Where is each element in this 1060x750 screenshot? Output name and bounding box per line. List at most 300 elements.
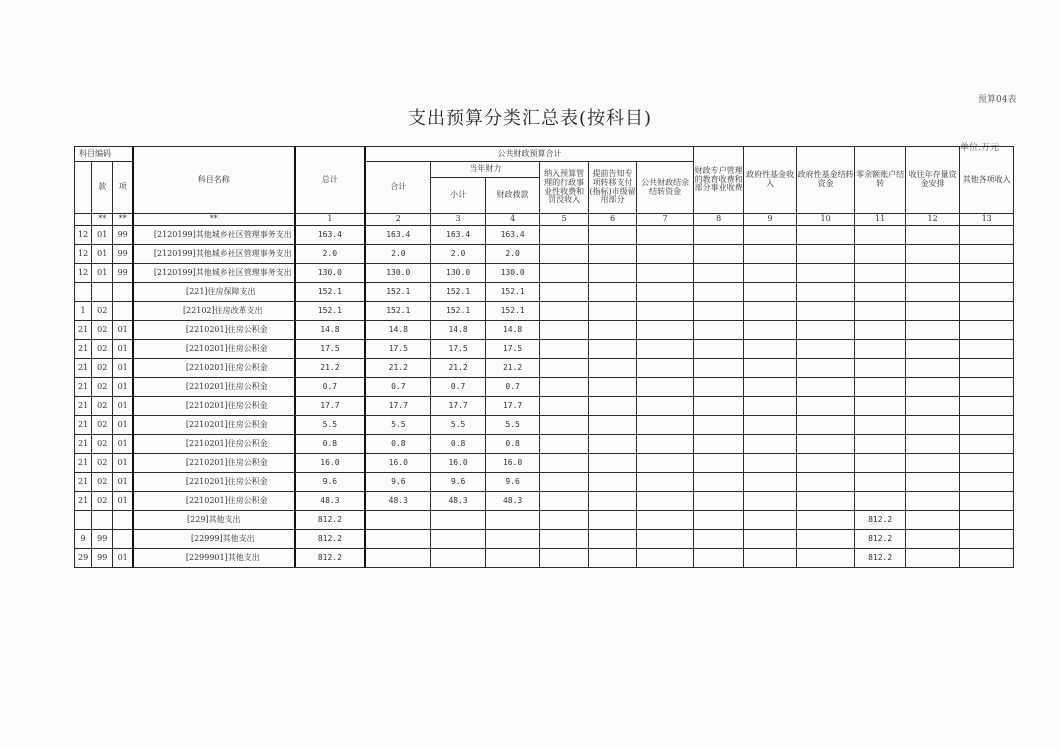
row-other-income (960, 549, 1014, 568)
row-class-code: 29 (75, 549, 92, 568)
header-fiscal-allocation: 财政拨款 (485, 178, 540, 214)
table-row (75, 283, 1014, 302)
row-carryover (637, 378, 694, 397)
row-class-code: 21 (75, 397, 92, 416)
row-total: 812.2 (295, 549, 366, 568)
row-advance-notice (588, 264, 636, 283)
row-fiscal-allocation: 5.5 (485, 416, 540, 435)
header-reform-budget: 零余额账户结转 (855, 147, 905, 214)
row-class-code: 21 (75, 321, 92, 340)
row-subtotal: 21.2 (365, 359, 431, 378)
mark-cell: ** (92, 214, 113, 226)
row-included-admin-income (540, 435, 588, 454)
row-advance-notice (588, 359, 636, 378)
row-special-account (693, 378, 743, 397)
row-carryover (637, 549, 694, 568)
row-subject-name: [2210201]住房公积金 (133, 435, 295, 454)
col-number: 11 (855, 214, 905, 226)
row-xiang-code: 99 (113, 226, 133, 245)
row-total: 152.1 (295, 302, 366, 321)
col-number: 3 (431, 214, 486, 226)
row-subtotal: 152.1 (365, 283, 431, 302)
row-income-balance (905, 245, 960, 264)
col-number: 8 (693, 214, 743, 226)
page-title: 支出预算分类汇总表(按科目) (407, 108, 653, 129)
table-header (75, 147, 1014, 226)
col-number: 2 (365, 214, 431, 226)
row-xiang-code: 01 (113, 435, 133, 454)
row-class-code: 21 (75, 359, 92, 378)
row-fiscal-allocation: 21.2 (485, 359, 540, 378)
row-special-account (693, 245, 743, 264)
row-fiscal-allocation: 152.1 (485, 302, 540, 321)
row-kuan-code: 02 (92, 435, 113, 454)
row-reform-budget (855, 245, 905, 264)
row-carryover (637, 416, 694, 435)
row-xiaoji (431, 511, 486, 530)
row-subtotal: 16.0 (365, 454, 431, 473)
row-gov-fund-income (744, 454, 796, 473)
row-gov-fund-income (744, 511, 796, 530)
row-total: 0.8 (295, 435, 366, 454)
row-xiaoji: 48.3 (431, 492, 486, 511)
table-row (75, 492, 1014, 511)
row-included-admin-income (540, 473, 588, 492)
row-xiang-code: 01 (113, 492, 133, 511)
row-kuan-code: 02 (92, 302, 113, 321)
row-total: 152.1 (295, 283, 366, 302)
row-gov-fund-carry (796, 245, 855, 264)
row-reform-budget (855, 473, 905, 492)
row-carryover (637, 321, 694, 340)
row-gov-fund-carry (796, 397, 855, 416)
row-income-balance (905, 454, 960, 473)
row-income-balance (905, 283, 960, 302)
row-other-income (960, 492, 1014, 511)
row-subject-name: [2210201]住房公积金 (133, 321, 295, 340)
row-reform-budget (855, 283, 905, 302)
row-gov-fund-income (744, 283, 796, 302)
row-reform-budget (855, 492, 905, 511)
table-row (75, 435, 1014, 454)
row-special-account (693, 340, 743, 359)
row-included-admin-income (540, 416, 588, 435)
row-gov-fund-income (744, 340, 796, 359)
row-reform-budget (855, 302, 905, 321)
row-fiscal-allocation: 48.3 (485, 492, 540, 511)
row-included-admin-income (540, 454, 588, 473)
row-kuan-code: 02 (92, 321, 113, 340)
row-xiaoji: 21.2 (431, 359, 486, 378)
row-reform-budget (855, 397, 905, 416)
table-row (75, 454, 1014, 473)
row-advance-notice (588, 340, 636, 359)
row-fiscal-allocation: 163.4 (485, 226, 540, 245)
row-total: 21.2 (295, 359, 366, 378)
col-number: 9 (744, 214, 796, 226)
row-subtotal: 163.4 (365, 226, 431, 245)
row-advance-notice (588, 226, 636, 245)
table-row (75, 378, 1014, 397)
col-number: 12 (905, 214, 960, 226)
row-reform-budget (855, 454, 905, 473)
row-income-balance (905, 340, 960, 359)
row-gov-fund-carry (796, 378, 855, 397)
row-included-admin-income (540, 378, 588, 397)
row-carryover (637, 245, 694, 264)
row-kuan-code (92, 511, 113, 530)
row-class-code: 21 (75, 378, 92, 397)
header-gov-fund-income: 政府性基金收入 (744, 147, 796, 214)
row-fiscal-allocation (485, 530, 540, 549)
row-total: 812.2 (295, 511, 366, 530)
row-carryover (637, 454, 694, 473)
row-advance-notice (588, 283, 636, 302)
row-subtotal: 0.7 (365, 378, 431, 397)
row-reform-budget (855, 321, 905, 340)
col-number: 1 (295, 214, 366, 226)
row-included-admin-income (540, 549, 588, 568)
row-class-code: 21 (75, 340, 92, 359)
row-other-income (960, 226, 1014, 245)
row-subject-name: [2210201]住房公积金 (133, 473, 295, 492)
row-other-income (960, 378, 1014, 397)
row-other-income (960, 397, 1014, 416)
row-gov-fund-carry (796, 302, 855, 321)
row-class-code: 21 (75, 473, 92, 492)
row-class-code: 9 (75, 530, 92, 549)
row-special-account (693, 226, 743, 245)
row-gov-fund-income (744, 378, 796, 397)
row-included-admin-income (540, 397, 588, 416)
row-kuan-code: 02 (92, 359, 113, 378)
row-class-code: 21 (75, 435, 92, 454)
table-row (75, 302, 1014, 321)
row-gov-fund-income (744, 530, 796, 549)
row-advance-notice (588, 245, 636, 264)
table-row (75, 530, 1014, 549)
row-total: 163.4 (295, 226, 366, 245)
row-income-balance (905, 435, 960, 454)
row-special-account (693, 302, 743, 321)
row-reform-budget (855, 340, 905, 359)
row-kuan-code: 01 (92, 264, 113, 283)
row-gov-fund-income (744, 226, 796, 245)
row-subject-name: [2299901]其他支出 (133, 549, 295, 568)
row-other-income (960, 359, 1014, 378)
row-gov-fund-income (744, 359, 796, 378)
row-other-income (960, 302, 1014, 321)
table-row (75, 397, 1014, 416)
row-gov-fund-carry (796, 435, 855, 454)
row-other-income (960, 283, 1014, 302)
row-xiang-code: 01 (113, 359, 133, 378)
table-row (75, 473, 1014, 492)
row-xiaoji: 17.5 (431, 340, 486, 359)
budget-table (74, 146, 1014, 568)
row-gov-fund-carry (796, 454, 855, 473)
row-carryover (637, 530, 694, 549)
row-xiang-code: 01 (113, 378, 133, 397)
row-gov-fund-carry (796, 283, 855, 302)
header-income-balance: 收往年存量资金安排 (905, 147, 960, 214)
row-gov-fund-carry (796, 340, 855, 359)
row-other-income (960, 264, 1014, 283)
row-carryover (637, 283, 694, 302)
row-xiaoji: 17.7 (431, 397, 486, 416)
row-gov-fund-carry (796, 511, 855, 530)
row-class-code (75, 283, 92, 302)
row-special-account (693, 264, 743, 283)
row-subject-name: [2120199]其他城乡社区管理事务支出 (133, 264, 295, 283)
row-advance-notice (588, 549, 636, 568)
row-total: 17.7 (295, 397, 366, 416)
row-subtotal: 0.8 (365, 435, 431, 454)
row-income-balance (905, 226, 960, 245)
row-xiaoji: 163.4 (431, 226, 486, 245)
row-included-admin-income (540, 245, 588, 264)
row-income-balance (905, 511, 960, 530)
row-carryover (637, 264, 694, 283)
table-row (75, 226, 1014, 245)
table-row (75, 359, 1014, 378)
header-special-account: 财政专户管理的教育收费和部分事业收费 (693, 147, 743, 214)
row-special-account (693, 359, 743, 378)
row-income-balance (905, 530, 960, 549)
table-row (75, 340, 1014, 359)
row-reform-budget: 812.2 (855, 530, 905, 549)
row-xiang-code: 01 (113, 549, 133, 568)
row-total: 812.2 (295, 530, 366, 549)
row-reform-budget: 812.2 (855, 549, 905, 568)
row-subtotal: 14.8 (365, 321, 431, 340)
row-included-admin-income (540, 530, 588, 549)
row-total: 5.5 (295, 416, 366, 435)
row-class-code: 12 (75, 226, 92, 245)
row-xiaoji: 14.8 (431, 321, 486, 340)
row-included-admin-income (540, 511, 588, 530)
row-gov-fund-income (744, 473, 796, 492)
row-class-code: 21 (75, 492, 92, 511)
row-gov-fund-carry (796, 473, 855, 492)
header-subject-code: 科目编码 (75, 147, 134, 162)
row-included-admin-income (540, 359, 588, 378)
row-income-balance (905, 264, 960, 283)
row-subtotal (365, 530, 431, 549)
row-xiaoji (431, 549, 486, 568)
row-fiscal-allocation: 152.1 (485, 283, 540, 302)
row-gov-fund-income (744, 492, 796, 511)
row-xiaoji: 130.0 (431, 264, 486, 283)
row-fiscal-allocation: 14.8 (485, 321, 540, 340)
row-subtotal: 9.6 (365, 473, 431, 492)
row-fiscal-allocation (485, 511, 540, 530)
row-income-balance (905, 378, 960, 397)
row-subject-name: [22102]住房改革支出 (133, 302, 295, 321)
row-xiang-code (113, 283, 133, 302)
row-included-admin-income (540, 283, 588, 302)
row-advance-notice (588, 435, 636, 454)
row-subject-name: [2210201]住房公积金 (133, 397, 295, 416)
document-code: 预算04表 (978, 95, 1017, 105)
row-total: 9.6 (295, 473, 366, 492)
table-row (75, 549, 1014, 568)
row-total: 48.3 (295, 492, 366, 511)
row-other-income (960, 530, 1014, 549)
row-income-balance (905, 302, 960, 321)
row-gov-fund-income (744, 245, 796, 264)
row-kuan-code: 02 (92, 378, 113, 397)
row-subtotal: 17.7 (365, 397, 431, 416)
row-kuan-code: 01 (92, 245, 113, 264)
row-carryover (637, 511, 694, 530)
row-advance-notice (588, 397, 636, 416)
row-xiang-code (113, 530, 133, 549)
row-subject-name: [2210201]住房公积金 (133, 416, 295, 435)
row-special-account (693, 549, 743, 568)
row-gov-fund-income (744, 549, 796, 568)
col-number: 5 (540, 214, 588, 226)
row-other-income (960, 321, 1014, 340)
header-xiang: 项 (113, 162, 133, 214)
row-subject-name: [2120199]其他城乡社区管理事务支出 (133, 245, 295, 264)
row-fiscal-allocation (485, 549, 540, 568)
row-kuan-code: 02 (92, 492, 113, 511)
table-row (75, 245, 1014, 264)
row-special-account (693, 397, 743, 416)
row-advance-notice (588, 378, 636, 397)
row-included-admin-income (540, 340, 588, 359)
col-number: 6 (588, 214, 636, 226)
row-other-income (960, 454, 1014, 473)
row-subtotal (365, 511, 431, 530)
row-gov-fund-income (744, 416, 796, 435)
row-gov-fund-carry (796, 321, 855, 340)
row-subject-name: [2210201]住房公积金 (133, 378, 295, 397)
row-advance-notice (588, 321, 636, 340)
row-kuan-code: 99 (92, 549, 113, 568)
row-subtotal: 2.0 (365, 245, 431, 264)
row-carryover (637, 226, 694, 245)
row-special-account (693, 283, 743, 302)
row-special-account (693, 473, 743, 492)
row-fiscal-allocation: 0.7 (485, 378, 540, 397)
row-xiang-code: 01 (113, 454, 133, 473)
header-class (75, 162, 92, 214)
row-fiscal-allocation: 9.6 (485, 473, 540, 492)
mark-cell: ** (133, 214, 295, 226)
row-xiang-code: 01 (113, 416, 133, 435)
row-reform-budget (855, 416, 905, 435)
row-carryover (637, 435, 694, 454)
row-special-account (693, 511, 743, 530)
row-xiaoji: 152.1 (431, 283, 486, 302)
header-subject-name: 科目名称 (133, 147, 295, 214)
row-advance-notice (588, 416, 636, 435)
row-class-code: 12 (75, 264, 92, 283)
row-reform-budget (855, 378, 905, 397)
row-other-income (960, 245, 1014, 264)
row-xiaoji: 5.5 (431, 416, 486, 435)
row-gov-fund-carry (796, 264, 855, 283)
row-xiang-code: 99 (113, 264, 133, 283)
header-current-year: 当年财力 (431, 162, 540, 178)
row-subtotal: 17.5 (365, 340, 431, 359)
row-fiscal-allocation: 2.0 (485, 245, 540, 264)
row-gov-fund-income (744, 264, 796, 283)
row-xiaoji: 9.6 (431, 473, 486, 492)
unit-label: 单位:万元 (960, 143, 1000, 153)
row-income-balance (905, 549, 960, 568)
row-other-income (960, 416, 1014, 435)
row-special-account (693, 416, 743, 435)
row-included-admin-income (540, 321, 588, 340)
row-special-account (693, 435, 743, 454)
row-reform-budget: 812.2 (855, 511, 905, 530)
header-included-admin-income: 纳入预算管理的行政事业性收费和罚没收入 (540, 162, 588, 214)
row-gov-fund-carry (796, 530, 855, 549)
row-other-income (960, 435, 1014, 454)
row-xiang-code: 99 (113, 245, 133, 264)
row-class-code: 21 (75, 454, 92, 473)
row-subtotal: 152.1 (365, 302, 431, 321)
header-advance-notice: 提前告知专项转移支付(指标)市级留用部分 (588, 162, 636, 214)
row-subject-name: [2210201]住房公积金 (133, 359, 295, 378)
row-special-account (693, 321, 743, 340)
header-total: 总计 (295, 147, 366, 214)
row-gov-fund-carry (796, 359, 855, 378)
row-subject-name: [2120199]其他城乡社区管理事务支出 (133, 226, 295, 245)
row-xiaoji (431, 530, 486, 549)
row-income-balance (905, 397, 960, 416)
row-income-balance (905, 321, 960, 340)
row-total: 130.0 (295, 264, 366, 283)
col-number: 7 (637, 214, 694, 226)
header-xiaoji: 小计 (431, 178, 486, 214)
row-advance-notice (588, 492, 636, 511)
row-xiaoji: 0.8 (431, 435, 486, 454)
row-subject-name: [2210201]住房公积金 (133, 340, 295, 359)
row-gov-fund-income (744, 302, 796, 321)
row-subject-name: [2210201]住房公积金 (133, 492, 295, 511)
mark-cell (75, 214, 92, 226)
row-subtotal: 130.0 (365, 264, 431, 283)
row-gov-fund-income (744, 321, 796, 340)
table-row (75, 416, 1014, 435)
row-other-income (960, 473, 1014, 492)
row-xiaoji: 16.0 (431, 454, 486, 473)
row-total: 17.5 (295, 340, 366, 359)
row-gov-fund-income (744, 397, 796, 416)
row-subject-name: [2210201]住房公积金 (133, 454, 295, 473)
header-kuan: 款 (92, 162, 113, 214)
row-gov-fund-carry (796, 549, 855, 568)
row-special-account (693, 492, 743, 511)
row-advance-notice (588, 302, 636, 321)
row-income-balance (905, 492, 960, 511)
row-xiang-code (113, 302, 133, 321)
table-row (75, 264, 1014, 283)
row-class-code (75, 511, 92, 530)
row-subject-name: [22999]其他支出 (133, 530, 295, 549)
table-row (75, 511, 1014, 530)
row-special-account (693, 530, 743, 549)
row-carryover (637, 359, 694, 378)
row-kuan-code: 02 (92, 340, 113, 359)
row-reform-budget (855, 226, 905, 245)
row-kuan-code: 02 (92, 397, 113, 416)
row-carryover (637, 492, 694, 511)
